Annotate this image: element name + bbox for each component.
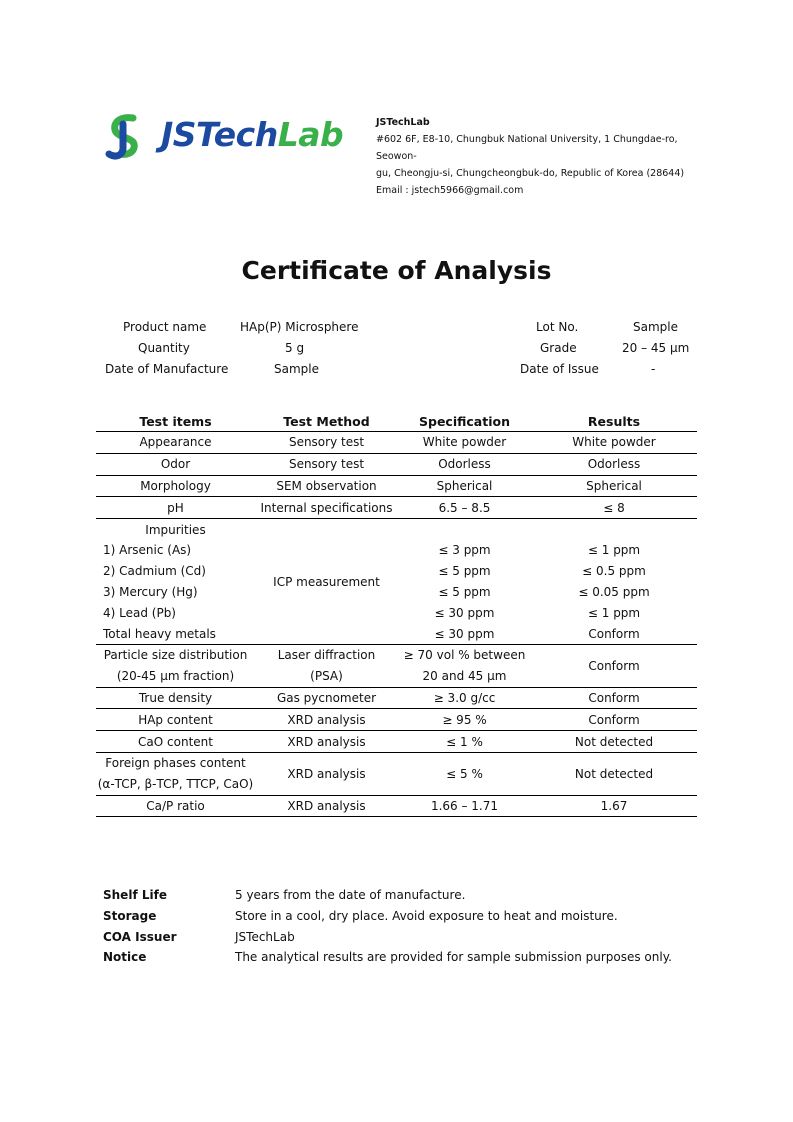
cell-method: XRD analysis [255,731,398,753]
company-logo [103,112,363,164]
cell-spec: ≤ 5 ppm [438,564,491,579]
cell-item: Total heavy metals [96,623,255,644]
table-row-impurities-title [96,519,697,540]
company-email: Email : jstech5966@gmail.com [376,185,524,196]
cell-result: ≤ 1 ppm [587,605,641,620]
cell-item: CaO content [96,731,255,753]
cell-spec-empty [398,519,531,540]
foreign-item-line2: (α-TCP, β-TCP, TTCP, CaO) [97,776,254,791]
product-name-value: HAp(P) Microsphere [240,320,359,334]
cell-result: Conform [531,623,697,644]
table-row-ca-p-ratio [96,795,697,817]
cell-spec [398,644,531,687]
cell-spec: ≥ 3.0 g/cc [398,687,531,709]
header-results: Results [531,411,697,432]
cell-item: pH [96,497,255,519]
company-address-line1: #602 6F, E8-10, Chungbuk National University, 1 Chungdae-ro, Seowon- [376,134,678,162]
cell-spec: ≥ 95 % [398,709,531,731]
issue-date-value: - [651,362,656,376]
table-row-particle-size [96,644,697,687]
cell-item: Appearance [96,432,255,454]
table-row-appearance [96,432,697,454]
cell-result: Odorless [531,453,697,475]
grade-value: 20 – 45 μm [622,341,690,355]
note-value: The analytical results are provided for sample submission purposes only. [235,950,672,965]
psd-spec-line1: ≥ 70 vol % between [403,647,526,662]
cell-spec: ≤ 30 ppm [398,623,531,644]
header-specification: Specification [398,411,531,432]
issue-date-label: Date of Issue [520,362,599,376]
cell-result: ≤ 0.05 ppm [578,584,650,599]
manufacture-date-label: Date of Manufacture [105,362,229,376]
product-name-label: Product name [123,320,207,334]
note-value: JSTechLab [235,929,295,944]
cell-spec: Spherical [398,475,531,497]
table-row-true-density [96,687,697,709]
cell-result: ≤ 8 [531,497,697,519]
foreign-item-line1: Foreign phases content [105,755,246,770]
lot-label: Lot No. [536,320,579,334]
cell-result: 1.67 [531,795,697,817]
note-value: Store in a cool, dry place. Avoid exposure to heat and moisture. [235,908,618,923]
table-header-row [96,411,697,432]
cell-item: Odor [96,453,255,475]
cell-method: XRD analysis [255,795,398,817]
document-title: Certificate of Analysis [241,256,552,285]
logo-text-main: JSTech [161,115,278,154]
table-row-odor [96,453,697,475]
quantity-label: Quantity [138,341,190,355]
cell-method: Sensory test [255,453,398,475]
cell-spec: ≤ 1 % [398,731,531,753]
cell-spec: ≤ 3 ppm [438,543,491,558]
table-row-hap-content [96,709,697,731]
company-address-line2: gu, Cheongju-si, Chungcheongbuk-do, Republic of Korea (28644) [376,168,685,179]
cell-result-empty [531,519,697,540]
note-label: Notice [103,950,147,965]
header-test-items: Test items [96,411,255,432]
manufacture-date-value: Sample [274,362,319,376]
psd-method-line1: Laser diffraction [277,647,376,662]
cell-spec: ≤ 5 ppm [438,584,491,599]
quantity-value: 5 g [285,341,305,355]
cell-method: SEM observation [255,475,398,497]
company-name: JSTechLab [376,117,430,128]
table-row-ph [96,497,697,519]
cell-result: Spherical [531,475,697,497]
lot-value: Sample [633,320,678,334]
cell-item: Ca/P ratio [96,795,255,817]
note-storage [103,906,672,927]
cell-method [255,644,398,687]
cell-spec: 6.5 – 8.5 [398,497,531,519]
document-notes [103,885,672,968]
cell-result: White powder [531,432,697,454]
cell-spec: Odorless [398,453,531,475]
cell-result: Not detected [531,752,697,795]
note-shelf-life [103,885,672,906]
cell-method: XRD analysis [255,709,398,731]
cell-result: ≤ 0.5 ppm [582,564,646,579]
cell-item: 4) Lead (Pb) [103,605,176,620]
logo-text-accent: Lab [277,115,344,154]
grade-label: Grade [540,341,577,355]
cell-item: 2) Cadmium (Cd) [103,564,206,579]
header-test-method: Test Method [255,411,398,432]
cell-method: Gas pycnometer [255,687,398,709]
cell-method: Internal specifications [255,497,398,519]
table-row-cao-content [96,731,697,753]
js-monogram-icon [103,112,153,164]
psd-spec-line2: 20 and 45 μm [422,668,507,683]
cell-method: XRD analysis [255,752,398,795]
cell-item: 1) Arsenic (As) [103,543,192,558]
cell-spec: White powder [398,432,531,454]
psd-item-line2: (20-45 μm fraction) [116,668,235,683]
logo-wordmark [161,115,343,154]
cell-spec: ≤ 5 % [398,752,531,795]
cell-item: 3) Mercury (Hg) [103,584,198,599]
cell-spec: 1.66 – 1.71 [398,795,531,817]
note-label: COA Issuer [103,929,177,944]
cell-item: Morphology [96,475,255,497]
psd-item-line1: Particle size distribution [103,647,248,662]
note-notice [103,947,672,968]
cell-spec: ≤ 30 ppm [434,605,495,620]
cell-result: Not detected [531,731,697,753]
cell-method: Sensory test [255,432,398,454]
note-value: 5 years from the date of manufacture. [235,888,466,902]
cell-result: Conform [531,709,697,731]
cell-item: True density [96,687,255,709]
analysis-table [96,411,697,817]
cell-item: Impurities [145,522,206,537]
company-info [376,114,696,199]
cell-method: ICP measurement [255,519,398,645]
cell-item: HAp content [96,709,255,731]
note-label: Shelf Life [103,888,167,902]
cell-item [96,752,255,795]
table-row-morphology [96,475,697,497]
cell-item [96,644,255,687]
cell-result: Conform [531,644,697,687]
cell-result: ≤ 1 ppm [587,543,641,558]
table-row-foreign-phases [96,752,697,795]
psd-method-line2: (PSA) [310,668,343,683]
note-label: Storage [103,908,157,923]
cell-result: Conform [531,687,697,709]
note-coa-issuer [103,927,672,948]
